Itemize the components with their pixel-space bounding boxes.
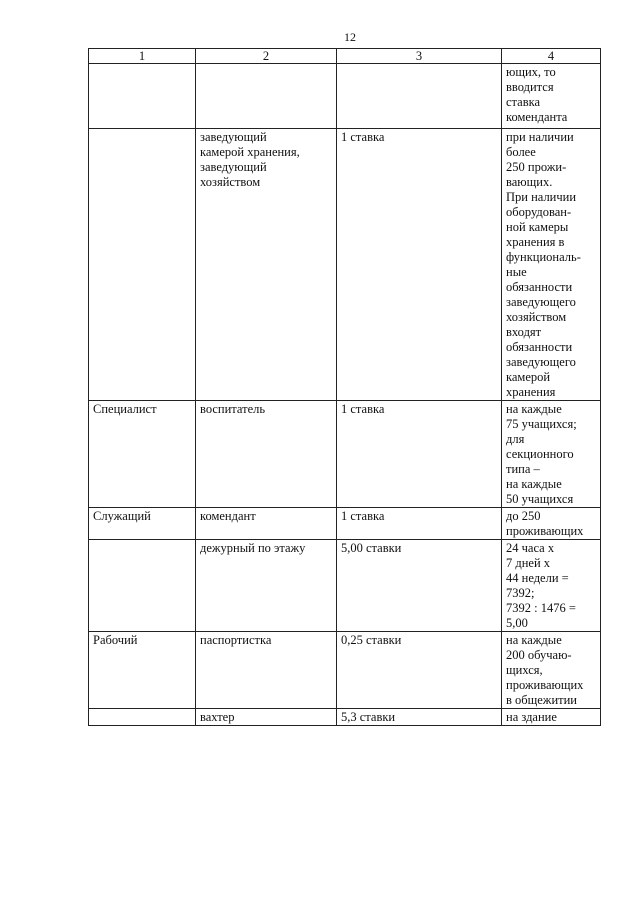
rate-cell: 1 ставка — [337, 401, 502, 508]
category-cell: Рабочий — [89, 632, 196, 709]
rate-cell: 5,00 ставки — [337, 540, 502, 632]
note-cell: на каждые 200 обучаю- щихся, проживающих в общежитии — [502, 632, 601, 709]
column-header-2: 2 — [196, 49, 337, 64]
table-row — [89, 64, 601, 129]
column-header-4: 4 — [502, 49, 601, 64]
table-row — [89, 401, 601, 508]
note-cell: на здание — [502, 709, 601, 726]
category-cell — [89, 129, 196, 401]
table-row — [89, 508, 601, 540]
note-cell: до 250 проживающих — [502, 508, 601, 540]
table-row — [89, 709, 601, 726]
rate-cell: 0,25 ставки — [337, 632, 502, 709]
page-number: 12 — [344, 30, 356, 44]
table-row — [89, 632, 601, 709]
position-cell: комендант — [196, 508, 337, 540]
note-cell: ющих, то вводится ставка коменданта — [502, 64, 601, 129]
table-row — [89, 129, 601, 401]
note-cell: 24 часа х 7 дней х 44 недели = 7392; 7392 : 1476 = 5,00 — [502, 540, 601, 632]
position-cell: дежурный по этажу — [196, 540, 337, 632]
note-cell: при наличии более 250 прожи- вающих. При наличии оборудован- ной камеры хранения в функциональ- ные обязанности заведующего хозяйством входят обязанности заведующего камерой хранения — [502, 129, 601, 401]
category-cell: Специалист — [89, 401, 196, 508]
category-cell — [89, 709, 196, 726]
column-header-3: 3 — [337, 49, 502, 64]
note-cell: на каждые 75 учащихся; для секционного типа – на каждые 50 учащихся — [502, 401, 601, 508]
column-header-1: 1 — [89, 49, 196, 64]
table-row — [89, 540, 601, 632]
position-cell: заведующий камерой хранения, заведующий хозяйством — [196, 129, 337, 401]
position-cell: паспортистка — [196, 632, 337, 709]
category-cell: Служащий — [89, 508, 196, 540]
position-cell: воспитатель — [196, 401, 337, 508]
staffing-table — [88, 48, 601, 726]
category-cell — [89, 64, 196, 129]
table-header-row — [89, 49, 601, 64]
rate-cell — [337, 64, 502, 129]
rate-cell: 1 ставка — [337, 508, 502, 540]
position-cell: вахтер — [196, 709, 337, 726]
rate-cell: 1 ставка — [337, 129, 502, 401]
rate-cell: 5,3 ставки — [337, 709, 502, 726]
position-cell — [196, 64, 337, 129]
category-cell — [89, 540, 196, 632]
